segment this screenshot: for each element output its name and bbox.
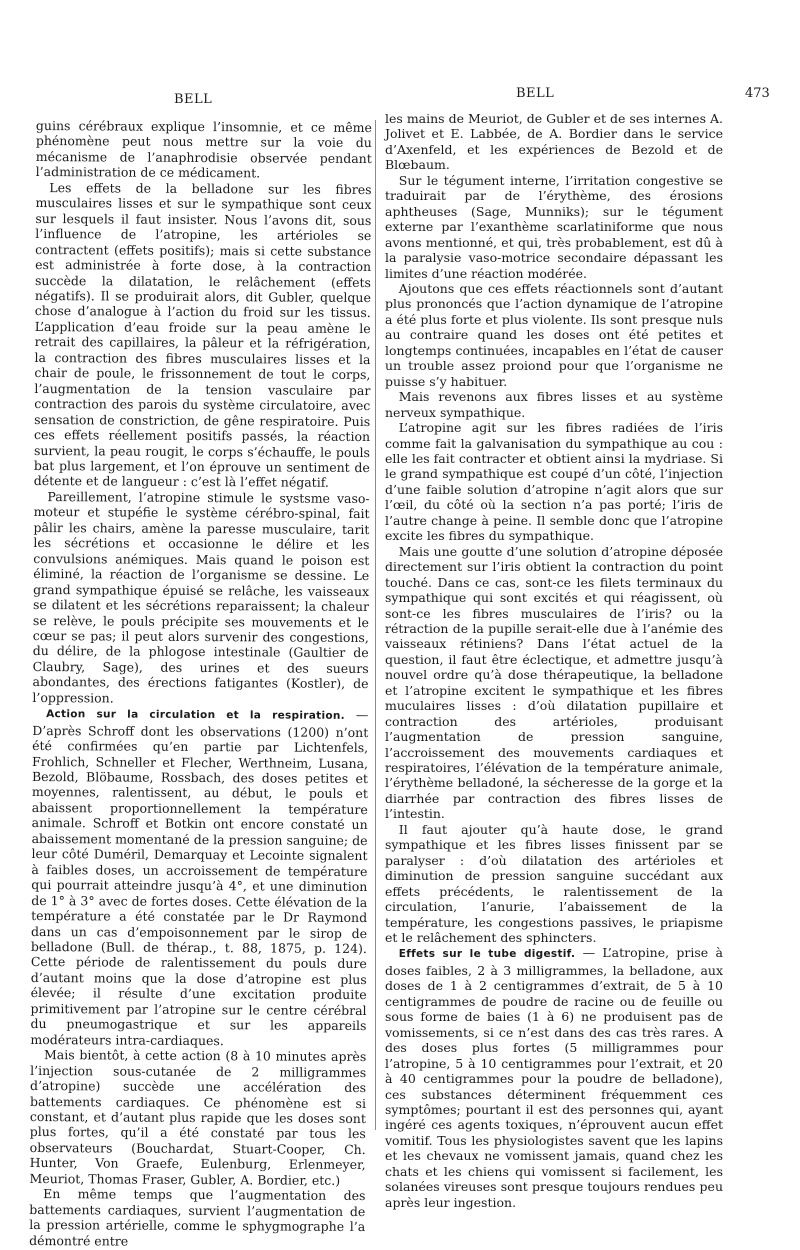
paragraph: En même temps que l’augmentation des battements cardiaques, survient l’augmentation de la pression artérielle, comme le sphygmographe l’a démontré entre <box>29 1186 366 1249</box>
page-number: 473 <box>745 86 770 101</box>
column-divider <box>375 120 376 1130</box>
section-heading: Effets sur le tube digestif. <box>398 948 583 961</box>
running-head-right: BELL <box>516 86 555 101</box>
paragraph: guins cérébraux explique l’insomnie, et ce même phénomène peut nous mettre sur la voie du mécanisme de l’anaphrodisie observée pendant l’administration de ce médicament. <box>35 118 372 181</box>
right-column <box>385 111 723 1210</box>
paragraph: L’atropine agit sur les fibres radiées de l’iris comme fait la galvanisation du sympathique au cou : elle les fait contracter et obtient ainsi la mydriase. Si le grand sympathique est coupé d’un côté, l’injection d’une faible solution d’atropine n’agit alors que sur l’œil, du côté où la section n’a pas porté; l’iris de l’autre change à peine. Il semble donc que l’atropine excite les fibres du sympathique. <box>385 420 723 544</box>
paragraph: Mais une goutte d’une solution d’atropine déposée directement sur l’iris obtient la contraction du point touché. Dans ce cas, sont-ce les filets terminaux du sympathique qui sont excités et qui réagissent, où sont-ce les fibres musculaires de l’iris? ou la rétraction de la pupille serait-elle due à l’anémie des vaisseaux rétiniens? Dans l’état actuel de la question, il faut être éclectique, et admettre jusqu’à nouvel ordre qu’à dose thérapeutique, la belladone et l’atropine excitent le sympathique et les fibres muculaires lisses : d’où dilatation pupillaire et contraction des artérioles, produisant l’augmentation de pression sanguine, l’accroissement des mouvements cardiaques et respiratoires, l’élévation de la température animale, l’érythème belladoné, la sécheresse de la gorge et la diarrhée par contraction des fibres lisses de l’intestin. <box>385 543 723 822</box>
paragraph: Il faut ajouter qu’à haute dose, le grand sympathique et les fibres lisses finissent par se paralyser : d’où dilatation des artérioles et diminution de pression sanguine succédant aux effets précédents, le ralentissement de la circulation, l’anurie, l’abaissement de la température, les congestions passives, le priapisme et le relâchement des sphincters. <box>385 821 723 946</box>
paragraph: Les effets de la belladone sur les fibres musculaires lisses et sur le sympathique sont ceux sur lesquels il faut insister. Nous l’avons dit, sous l’influence de l’atropine, les artérioles se contractent (effets positifs); mais si cette substance est administrée à forte dose, à la contraction succède la dilatation, le relâchement (effets négatifs). Il se produirait alors, dit Gubler, quelque chose d’analogue à l’action du froid sur les tissus. L’application d’eau froide sur la peau amène le retrait des capillaires, la pâleur et la réfrigération, la contraction des fibres musculaires lisses et la chair de poule, le frissonnement de tout le corps, l’augmentation de la tension vasculaire par contraction des parois du système circulatoire, avec sensation de constriction, de gêne respiratoire. Puis ces effets réellement positifs passés, la réaction survient, la peau rougit, le corps s’échauffe, le pouls bat plus largement, et l’on éprouve un sentiment de détente et de langueur : c’est là l’effet négatif. <box>33 179 372 491</box>
paragraph: Pareillement, l’atropine stimule le systsme vaso-moteur et stupéfie le système cérébro-spinal, fait pâlir les chairs, amène la paresse musculaire, tarit les sécrétions et occasionne le délire et les convulsions anémiques. Mais quand le poison est éliminé, la réaction de l’organisme se dessine. Le grand sympathique épuisé se relâche, les vaisseaux se dilatent et les sécrétions reparaissent; la chaleur se relève, le pouls précipite ses mouvements et le cœur se pas; il peut alors survenir des congestions, du délire, de la phlogose intestinale (Gaultier de Claubry, Sage), des urines et des sueurs abondantes, des érections fatigantes (Kostler), de l’oppression. <box>32 488 370 706</box>
section-heading: Action sur la circulation et la respiration. <box>46 708 356 723</box>
paragraph: Sur le tégument interne, l’irritation congestive se traduirait par de l’érythème, des érosions aphtheuses (Sage, Munniks); sur le tégument externe par l’exanthème scarlatiniforme que nous avons mentionné, et qui, très probablement, est dû à la paralysie vaso-motrice secondaire dépassant les limites d’une réaction modérée. <box>385 172 723 281</box>
left-column <box>29 118 372 1250</box>
paragraph-digestive-section: Effets sur le tube digestif. — L’atropine, prise à doses faibles, 2 à 3 milligrammes, la belladone, aux doses de 1 à 2 centigrammes d’extrait, de 5 à 10 centigrammes de poudre de racine ou de feuille ou sous forme de baies (1 à 6) ne produisent pas de vomissements, si ce n’est dans des cas très rares. A des doses plus fortes (5 milligrammes pour l’atropine, 5 à 10 centigrammes pour l’extrait, et 20 à 40 centigrammes pour la poudre de belladone), ces substances déterminent fréquemment ces symptômes; pourtant il est des personnes qui, ayant ingéré ces agents toxiques, n’éprouvent aucun effet vomitif. Tous les physiologistes savent que les lapins et les chevaux ne vomissent jamais, quand chez les chats et les chiens qui vomissent si facilement, les solanées vireuses sont presque toujours rendues peu après leur ingestion. <box>385 945 723 1210</box>
paragraph: Mais revenons aux fibres lisses et au système nerveux sympathique. <box>385 389 723 420</box>
paragraph: les mains de Meuriot, de Gubler et de ses internes A. Jolivet et E. Labbée, de A. Bordier dans le service d’Axenfeld, et les expériences de Bezold et de Blœbaum. <box>385 111 723 173</box>
paragraph: Ajoutons que ces effets réactionnels sont d’autant plus prononcés que l’action dynamique de l’atropine a été plus forte et plus violente. Ils sont presque nuls au contraire quand les doses ont été petites et longtemps continuées, incapables en l’état de causer un trouble assez proiond pour que l’organisme ne puisse s’y habituer. <box>385 280 723 389</box>
running-head-left: BELL <box>174 92 213 107</box>
paragraph-circulation-section: Action sur la circulation et la respiration. — D’après Schroff dont les observations (1200) n’ont été confirmées qu’en partie par Lichtenfels, Frohlich, Schneller et Flecher, Werthneim, Lusana, Bezold, Blöbaume, Rossbach, des doses petites et moyennes, ralentissent, au début, le pouls et abaissent proportionnellement la température animale. Schroff et Botkin ont encore constaté un abaissement momentané de la pression sanguine; de leur côté Duméril, Demarquay et Lecointe signalent à faibles doses, un accroissement de température qui pourrait atteindre jusqu’à 4°, et une diminution de 1° à 3° avec de fortes doses. Cette élévation de la température a été constatée par le Dr Raymond dans un cas d’empoisonnement par le sirop de belladone (Bull. de thérap., t. 88, 1875, p. 124). Cette période de ralentissement du pouls dure d’autant moins que la dose d’atropine est plus élevée; il résulte d’une excitation produite primitivement par l’atropine sur le centre cérébral du pneumogastrique et sur les appareils modérateurs intra-cardiaques. <box>30 707 369 1048</box>
paragraph: Mais bientôt, à cette action (8 à 10 minutes après l’injection sous-cutanée de 2 milligrammes d’atropine) succède une accélération des battements cardiaques. Ce phénomène est si constant, et d’autant plus rapide que les doses sont plus fortes, qu’il a été constaté par tous les observateurs (Bouchardat, Stuart-Cooper, Ch. Hunter, Von Graefe, Eulenburg, Erlenmeyer, Meuriot, Thomas Fraser, Gubler, A. Bordier, etc.) <box>29 1047 367 1188</box>
